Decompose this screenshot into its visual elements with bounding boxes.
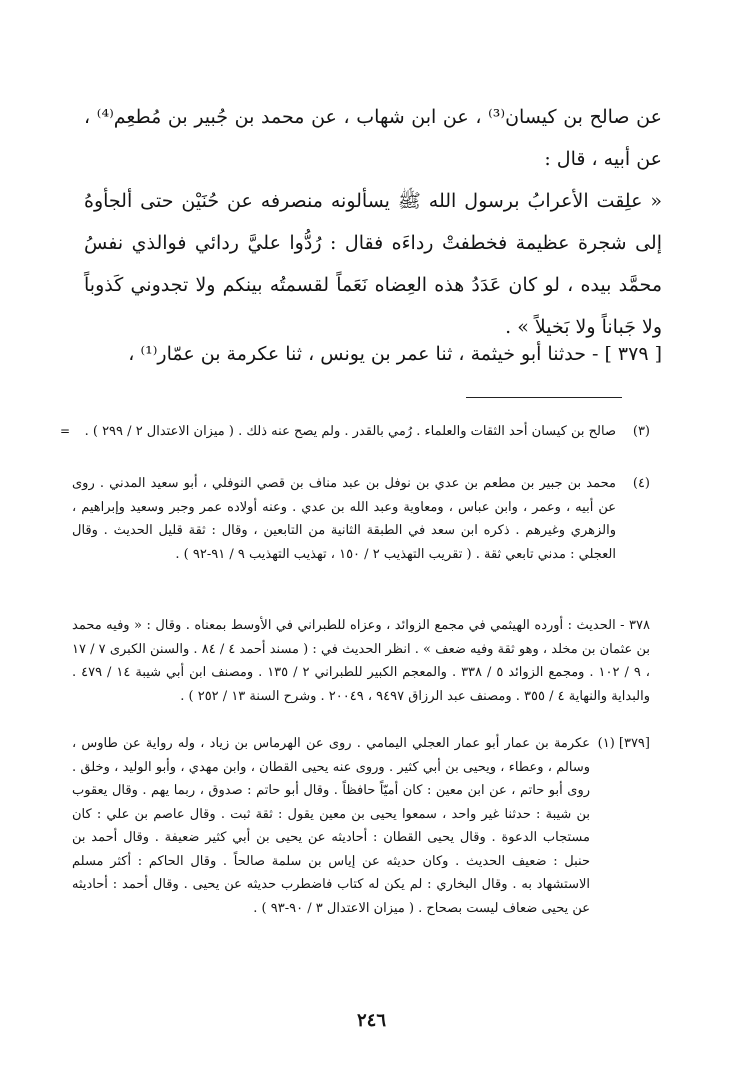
footnote-text: صالح بن كيسان أحد الثقات والعلماء . رُمي بالقدر . ولم يصح عنه ذلك . ( ميزان الاعتدال ٢ / ٢٩٩ ) . [84,424,616,439]
paragraph-hadith: « علِقت الأعرابُ برسول الله ﷺ يسألونه منصرفه عن حُنَيْن حتى ألجأوهُ إلى شجرة عظيمة فخطفتْ رداءَه فقال : رُدُّوا عليَّ ردائي فوالذي نفسُ محمَّد بيده ، لو كان عَدَدُ هذه العِضاه نَعَماً لقسمتُه بينكم ولا تجدوني كَذوباً ولا جَباناً ولا بَخيلاً » . [84,190,662,338]
footnote-marker: [٣٧٩] (١) [597,736,650,751]
footnote-378 [72,614,650,708]
paragraph-hadith-379: [ ٣٧٩ ] - حدثنا أبو خيثمة ، ثنا عمر بن يونس ، ثنا عكرمة بن عمّار⁽¹⁾ ، [128,343,662,365]
page-number: ٢٤٦ [356,1010,386,1031]
footnote-3 [60,420,650,444]
footnote-text: ٣٧٨ - الحديث : أورده الهيثمي في مجمع الزوائد ، وعزاه للطبراني في الأوسط بمعناه . وقال : « وفيه محمد بن عثمان بن مخلد ، وهو ثقة وفيه ضعف » . انظر الحديث في : ( مسند أحمد ٤ / ٨٤ . والسنن الكبرى ٧ / ١٧ ، ٩ / ١٠٢ . ومجمع الزوائد ٥ / ٣٣٨ . والمعجم الكبير للطبراني ٢ / ١٣٥ . ومصنف ابن أبي شيبة ١٤ / ٤٧٩ . والبداية والنهاية ٤ / ٣٥٥ . ومصنف عبد الرزاق ٩٤٩٧ ، ٢٠٠٤٩ . وشرح السنة ١٣ / ٢٥٢ ) . [72,618,651,704]
footnote-4 [72,472,650,566]
footnote-379 [72,732,650,920]
footnote-text: محمد بن جبير بن مطعم بن عدي بن نوفل بن عبد مناف بن قصي النوفلي ، أبو سعيد المدني . روى عن أبيه ، وعمر ، وابن عباس ، ومعاوية وعبد الله بن عدي . وعنه أولاده عمر وجبر وسعيد وإبراهيم ، والزهري وغيرهم . ذكره ابن سعد في الطبقة الثانية من التابعين ، وقال : ثقة قليل الحديث . وقال العجلي : مدني تابعي ثقة . ( تقريب التهذيب ٢ / ١٥٠ ، تهذيب التهذيب ٩ / ٩١-٩٢ ) . [72,476,616,562]
footnote-separator [466,397,622,398]
continuation-mark: = [60,424,71,438]
footnote-marker: (٤) [632,476,650,491]
footnote-text: عكرمة بن عمار أبو عمار العجلي اليمامي . روى عن الهرماس بن زياد ، وله رواية عن طاوس ، وسالم ، وعطاء ، ويحيى بن أبي كثير . وروى عنه يحيى القطان ، وابن مهدي ، وأبو الوليد ، وخلق . روى أبو حاتم ، عن ابن معين : كان أميّاً حافظاً . وقال أبو حاتم : صدوق ، ربما يهم . وقال يعقوب بن شيبة : حدثنا غير واحد ، سمعوا يحيى بن معين يقول : ثقة ثبت . وقال عاصم بن علي : كان مستجاب الدعوة . وقال يحيى القطان : أحاديثه عن يحيى بن أبي كثير ضعيفة . وقال أحمد بن حنبل : ضعيف الحديث . وكان حديثه عن إياس بن سلمة صالحاً . وقال الحاكم : أكثر مسلم الاستشهاد به . وقال البخاري : لم يكن له كتاب فاضطرب حديثه عن يحيى . وقال أحمد : أحاديثه عن يحيى ضعاف ليست بصحاح . ( ميزان الاعتدال ٣ / ٩٠-٩٣ ) . [72,736,590,916]
footnote-marker: (٣) [632,424,650,439]
paragraph-isnad: عن صالح بن كيسان⁽³⁾ ، عن ابن شهاب ، عن محمد بن جُبير بن مُطعِم⁽⁴⁾ ، عن أبيه ، قال : [84,106,662,170]
